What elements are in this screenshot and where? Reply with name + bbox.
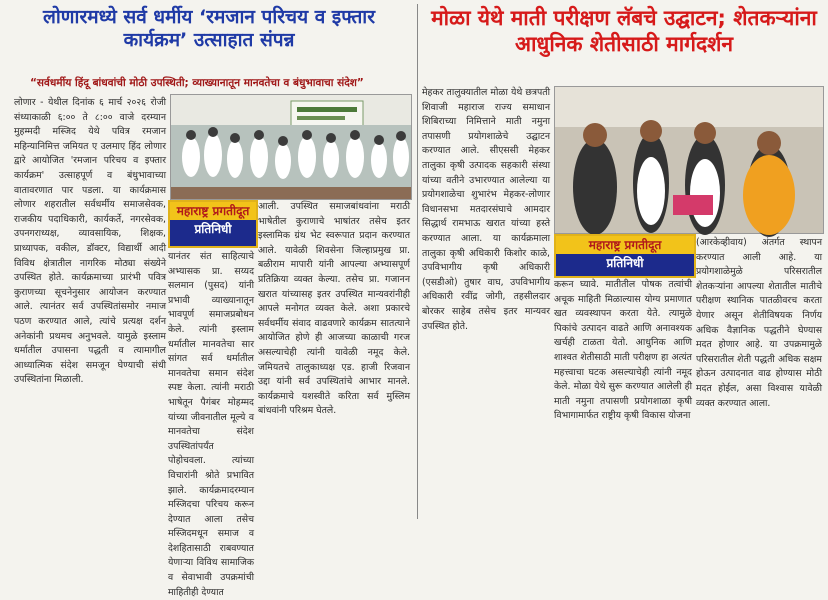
left-article-headline: लोणारमध्ये सर्व धर्मीय ‘रमजान परिचय व इफ्तार कार्यक्रम’ उत्साहात संपन्न	[43, 6, 375, 52]
left-article-column-1: लोणार - येथील दिनांक ६ मार्च २०२६ रोजी संध्याकाळी ६:०० ते ८:०० वाजे दरम्यान मुहम्मदी मस्जिद येथे पवित्र रमजान महिन्यानिमित्त जमियत ए उलमाए हिंद लोणार द्वारे आयोजित 'रमजान परिचय व इफ्तार कार्यक्रम' उत्साहपूर्ण व बंधुभावाच्या वातावरणात पार पडला. या कार्यक्रमास लोणार शहरातील सर्वधर्मीय समाजसेवक, राजकीय पदाधिकारी, कार्यकर्ते, नगरसेवक, उपनगराध्यक्ष, व्यावसायिक, शिक्षक, प्राध्यापक, वकील, डॉक्टर, विद्यार्थी आदी विविध क्षेत्रातील नागरिक मोठ्या संख्येने उपस्थित होते. कार्यक्रमाच्या प्रारंभी पवित्र कुराणच्या सूचनेनुसार आयोजन करण्यात आले. त्यानंतर सर्व उपस्थितांसमोर नमाज पठण करण्यात आले, त्यांचे प्रत्यक्ष दर्शन अनेकांनी प्रथमच अनुभवले. यामुळे इस्लाम धर्मातील उपासना पद्धती व त्यामागील आध्यात्मिक संदेश समजून घेण्याची संधी उपस्थितांना मिळाली.	[14, 97, 166, 386]
right-article-column-1: मेहकर तालुक्यातील मोळा येथे छत्रपती शिवाजी महाराज राज्य समाधान शिबिराच्या निमित्ताने माती नमुना तपासणी प्रयोगशाळेचे उद्घाटन करण्यात आले. सीएससी मेहकर तालुका कृषी उत्पादक सहकारी संस्था यांच्या वतीने उभारण्यात आलेल्या या प्रयोगशाळेचा शुभारंभ मेहकर-लोणार विधानसभा मतदारसंघाचे आमदार सिद्धार्थ रामभाऊ खरात यांच्या हस्ते करण्यात आला. या कार्यक्रमाला तालुका कृषी अधिकारी किशोर काळे, उपविभागीय कृषी अधिकारी (एसडीओ) तुषार वाघ, उपविभागीय अधिकारी रवींद्र जोगी, तहसीलदार बोरकर साहेब तसेच इतर मान्यवर उपस्थित होते.	[422, 87, 550, 332]
left-article-photo	[170, 94, 412, 200]
left-article-column-2: यानंतर संत साहित्याचे अभ्यासक प्रा. सय्यद सलमान (पुसद) यांनी प्रभावी व्याख्यानातून भावपूर्ण समाजप्रबोधन केले. त्यांनी इस्लाम धर्मातील मानवतेचा सार सांगत सर्व धर्मातील मानवतेचा समान संदेश स्पष्ट केला. त्यांनी मराठी भाषेतून पैगंबर मोहम्मद यांच्या जीवनातील मूल्ये व मानवतेचा संदेश उपस्थितांपर्यंत पोहोचवला. त्यांच्या विचारांनी श्रोते प्रभावित झाले. कार्यक्रमादरम्यान मस्जिदचा परिचय करून देण्यात आला तसेच मस्जिदमधून समाज व देशहितासाठी राबवण्यात येणाऱ्या विविध सामाजिक व सेवाभावी उपक्रमांची माहितीही देण्यात	[168, 251, 254, 598]
right-article-headline: मोळा येथे माती परीक्षण लॅबचे उद्घाटन; शेतकऱ्यांना आधुनिक शेतीसाठी मार्गदर्शन	[431, 6, 817, 56]
left-article-column-3: आली. उपस्थित समाजबांधवांना मराठी भाषेतील कुराणाचे भाषांतर तसेच इतर इस्लामिक ग्रंथ भेट स्वरूपात प्रदान करण्यात आले. यावेळी शिवसेना जिल्हाप्रमुख प्रा. बळीराम मापारी यांनी आपल्या अभ्यासपूर्ण प्रतिक्रिया व्यक्त केल्या. तसेच प्रा. गजानन खरात यांच्यासह इतर उपस्थित मान्यवरांनीही आपले मनोगत व्यक्त केले. अशा प्रकारचे सर्वधर्मीय संवाद वाढवणारे कार्यक्रम सातत्याने आयोजित होणे ही आजच्या काळाची गरज असल्याचेही त्यांनी यावेळी नमूद केले. जमियतचे तालुकाध्यक्ष एड. हाजी रिजवान उद्दा यांनी सर्व उपस्थितांचे आभार मानले. कार्यक्रमाचे यशस्वीते करिता सर्व मुस्लिम बांधवांनी परिश्रम घेतले.	[258, 201, 410, 417]
right-article-column-3: (आरकेव्हीवाय) अंतर्गत स्थापन करण्यात आली आहे. या प्रयोगशाळेमुळे परिसरातील शेतकऱ्यांना आपल्या शेतातील मातीचे परीक्षण स्थानिक पातळीवरच करता येणार असून शेतीविषयक निर्णय अधिक वैज्ञानिक पद्धतीने घेण्यास मदत होणार आहे. या उपक्रमामुळे परिसरातील शेती पद्धती अधिक सक्षम होऊन उत्पादनात वाढ होण्यास मोठी मदत होईल, असा विश्वास यावेळी व्यक्त करण्यात आला.	[696, 237, 822, 409]
logo-top-text: महाराष्ट्र प्रगतीदूत	[170, 202, 256, 220]
maharashtra-pragatidoot-logo	[168, 200, 258, 248]
iftar-gathering-photo	[171, 95, 411, 199]
left-article-subheadline: “सर्वधर्मीय हिंदू बांधवांची मोठी उपस्थिती; व्याख्यानातून मानवतेचा व बंधुभावाचा संदेश”	[30, 77, 364, 89]
right-article-photo	[554, 86, 824, 234]
column-divider	[417, 4, 418, 519]
logo-bottom-text: प्रतिनिधी	[194, 222, 232, 236]
logo-bottom-text-right: प्रतिनिधी	[606, 256, 644, 270]
maharashtra-pragatidoot-logo-right	[554, 234, 696, 278]
right-article-column-2: करून घ्यावे. मातीतील पोषक तत्वांची अचूक माहिती मिळाल्यास योग्य प्रमाणात खत व्यवस्थापन करता येते. त्यामुळे पिकांचे उत्पादन वाढते आणि अनावश्यक खर्चही टाळता येतो. आधुनिक आणि शाश्वत शेतीसाठी माती परीक्षण हा अत्यंत महत्त्वाचा घटक असल्याचेही त्यांनी नमूद केले. मोळा येथे सुरू करण्यात आलेली ही माती नमुना तपासणी प्रयोगशाळा कृषी विभागामार्फत राष्ट्रीय कृषी विकास योजना	[554, 279, 692, 422]
lab-inauguration-photo	[555, 87, 823, 233]
logo-top-text-right: महाराष्ट्र प्रगतीदूत	[556, 236, 694, 254]
